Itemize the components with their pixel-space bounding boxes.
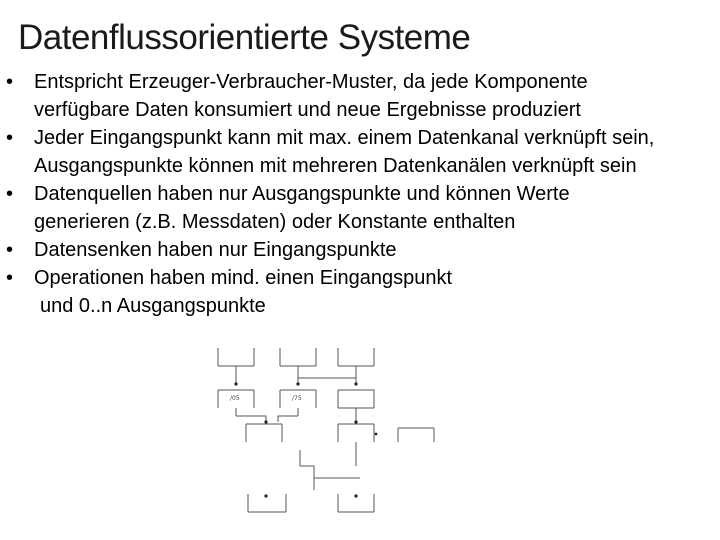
channel <box>236 408 298 422</box>
bullet-text-line: generieren (z.B. Messdaten) oder Konstante enthalten <box>34 211 516 233</box>
bullet-item <box>0 264 720 320</box>
operation-node <box>338 390 374 408</box>
port-marker <box>264 494 267 497</box>
dataflow-diagram <box>210 338 450 523</box>
bullet-item <box>0 236 720 264</box>
bullet-item <box>0 124 720 180</box>
port-marker <box>354 420 357 423</box>
source-node <box>338 348 374 366</box>
bullet-dot: • <box>6 127 14 149</box>
slide-title: Datenflussorientierte Systeme <box>18 18 471 57</box>
bullet-list <box>0 68 720 320</box>
bullet-text-line: Operationen haben mind. einen Eingangspunkt <box>34 267 453 289</box>
source-node <box>218 348 254 366</box>
dataflow-diagram-svg <box>210 338 450 523</box>
bullet-text-line: Entspricht Erzeuger-Verbraucher-Muster, da jede Komponente <box>34 71 588 93</box>
source-node <box>280 348 316 366</box>
bullet-text-line: verfügbare Daten konsumiert und neue Ergebnisse produziert <box>34 99 581 121</box>
bullet-item <box>0 180 720 236</box>
operation-node <box>338 424 374 442</box>
bullet-text-line: Datenquellen haben nur Ausgangspunkte und können Werte <box>34 183 570 205</box>
operation-node <box>246 424 282 442</box>
port-marker <box>354 382 357 385</box>
sink-node <box>398 428 434 442</box>
bullet-text-line: Datensenken haben nur Eingangspunkte <box>34 239 397 261</box>
bullet-item <box>0 68 720 124</box>
bullet-text-line: und 0..n Ausgangspunkte <box>40 295 266 317</box>
node-label: /75 <box>292 395 302 402</box>
bullet-dot: • <box>6 71 14 93</box>
port-marker <box>375 433 378 436</box>
port-marker <box>264 420 267 423</box>
bullet-dot: • <box>6 267 14 289</box>
bullet-text-line: Jeder Eingangspunkt kann mit max. einem Datenkanal verknüpft sein, <box>34 127 655 149</box>
channel <box>300 450 360 490</box>
bullet-text-line: Ausgangspunkte können mit mehreren Datenkanälen verknüpft sein <box>34 155 637 177</box>
node-label: /05 <box>230 395 240 402</box>
port-marker <box>296 382 299 385</box>
port-marker <box>234 382 237 385</box>
channel <box>236 366 356 384</box>
bullet-dot: • <box>6 183 14 205</box>
bullet-dot: • <box>6 239 14 261</box>
port-marker <box>354 494 357 497</box>
